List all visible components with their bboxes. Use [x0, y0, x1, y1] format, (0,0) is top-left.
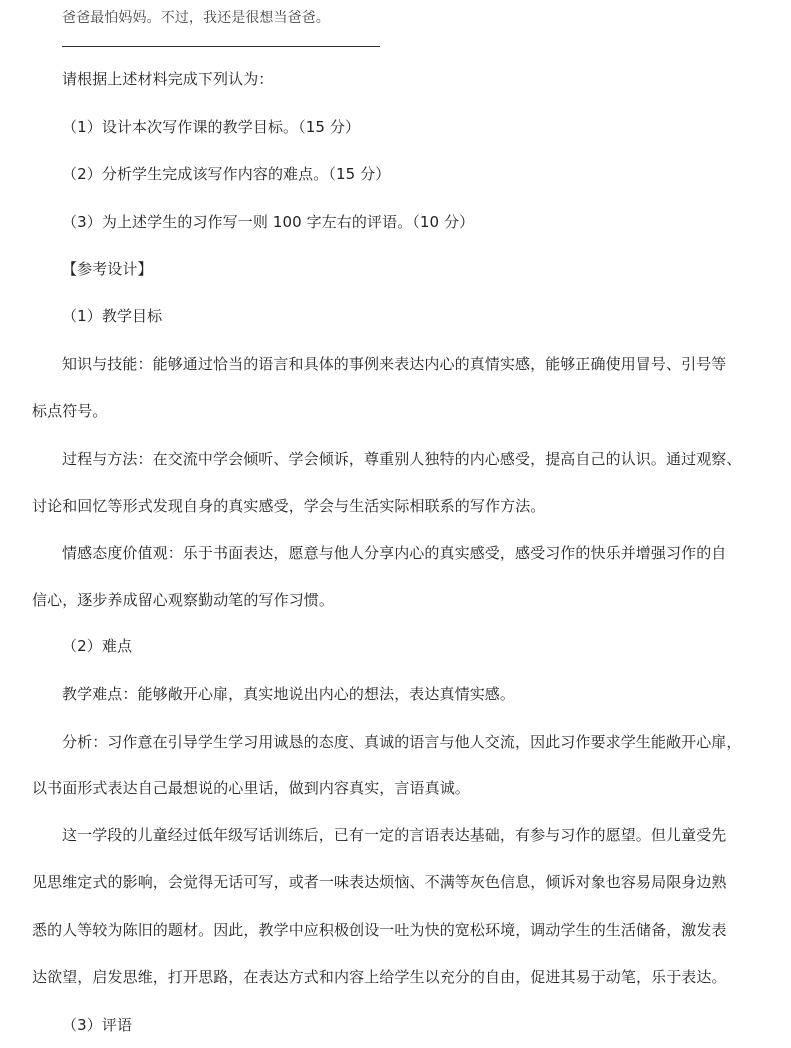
section-2-heading: （2）难点: [62, 637, 133, 655]
prompt-text: 请根据上述材料完成下列认为：: [62, 70, 274, 88]
knowledge-line-1: 知识与技能：能够通过恰当的语言和具体的事例来表达内心的真情实感，能够正确使用冒号、引号等: [62, 355, 727, 373]
stage-line-3: 悉的人等较为陈旧的题材。因此，教学中应积极创设一吐为快的宽松环境，调动学生的生活储备，激发表: [32, 921, 727, 939]
answer-line: [62, 46, 380, 47]
emotion-line-2: 信心，逐步养成留心观察勤动笔的写作习惯。: [32, 591, 335, 609]
stage-line-2: 见思维定式的影响，会觉得无话可写，或者一味表达烦恼、不满等灰色信息，倾诉对象也容易局限身边熟: [32, 873, 727, 891]
emotion-line-1: 情感态度价值观：乐于书面表达，愿意与他人分享内心的真实感受，感受习作的快乐并增强习作的自: [62, 544, 727, 562]
difficulty-text: 教学难点：能够敞开心扉，真实地说出内心的想法，表达真情实感。: [62, 685, 516, 703]
task-3: （3）为上述学生的习作写一则 100 字左右的评语。（10 分）: [62, 213, 475, 231]
analysis-line-2: 以书面形式表达自己最想说的心里话，做到内容真实，言语真诚。: [32, 779, 470, 797]
knowledge-line-2: 标点符号。: [32, 402, 108, 420]
process-line-1: 过程与方法：在交流中学会倾听、学会倾诉，尊重别人独特的内心感受，提高自己的认识。通过观察、: [62, 450, 742, 468]
reference-heading: 【参考设计】: [62, 260, 153, 278]
stage-line-1: 这一学段的儿童经过低年级写话训练后，已有一定的言语表达基础，有参与习作的愿望。但儿童受先: [62, 826, 727, 844]
process-line-2: 讨论和回忆等形式发现自身的真实感受，学会与生活实际相联系的写作方法。: [32, 497, 546, 515]
task-1: （1）设计本次写作课的教学目标。（15 分）: [62, 118, 361, 136]
analysis-line-1: 分析：习作意在引导学生学习用诚恳的态度、真诚的语言与他人交流，因此习作要求学生能敞开心扉，: [62, 733, 742, 751]
top-fragment: 爸爸最怕妈妈。不过，我还是很想当爸爸。: [62, 10, 330, 26]
section-3-heading: （3）评语: [62, 1016, 133, 1034]
task-2: （2）分析学生完成该写作内容的难点。（15 分）: [62, 165, 391, 183]
stage-line-4: 达欲望，启发思维，打开思路，在表达方式和内容上给学生以充分的自由，促进其易于动笔，乐于表达。: [32, 968, 727, 986]
section-1-heading: （1）教学目标: [62, 307, 163, 325]
